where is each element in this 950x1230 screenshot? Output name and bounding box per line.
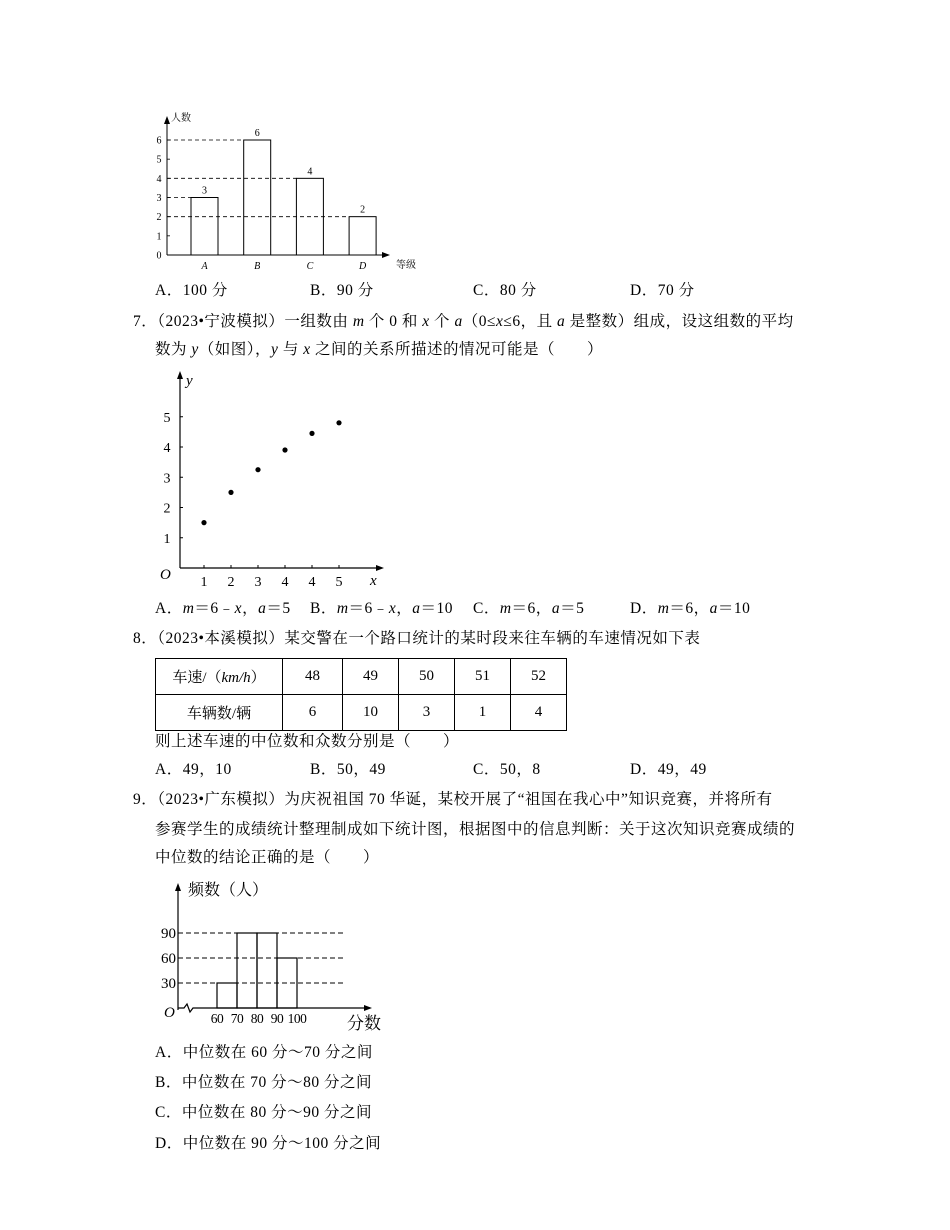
q9-option-b: B．中位数在 70 分～80 分之间 xyxy=(155,1074,372,1091)
bar-B xyxy=(244,140,271,255)
y-tick-label: 3 xyxy=(163,471,171,487)
q7-stem-line2 xyxy=(155,340,603,360)
q8-option-a: A．49，10 xyxy=(155,761,232,778)
table-cell: 3 xyxy=(399,695,455,731)
axis-arrow xyxy=(382,252,390,258)
x-tick-label: 90 xyxy=(270,1011,284,1026)
q7-option-b xyxy=(310,599,453,619)
q9-option-c: C．中位数在 80 分～90 分之间 xyxy=(155,1104,372,1121)
table-cell: 51 xyxy=(455,659,511,695)
table-cell: 48 xyxy=(283,659,343,695)
q7-text: 之间的关系所描述的情况可能是（ ） xyxy=(310,341,603,358)
y-tick-label: 2 xyxy=(163,501,171,517)
q9-stem-line2: 参赛学生的成绩统计整理制成如下统计图，根据图中的信息判断：关于这次知识竞赛成绩的 xyxy=(155,821,796,838)
bar-value-label: 3 xyxy=(202,185,207,197)
q7-variable: x xyxy=(422,313,430,330)
axis-arrow xyxy=(175,883,181,891)
option-variable: a xyxy=(709,600,718,617)
category-label: C xyxy=(306,261,314,272)
xy-scatter-chart xyxy=(150,365,390,590)
y-tick-label: 90 xyxy=(161,926,176,942)
x-tick-label: 1 xyxy=(200,575,208,590)
q7-text: 是整数）组成，设这组数的平均 xyxy=(565,313,794,330)
table-cell: 49 xyxy=(343,659,399,695)
option-text: ＝6﹣ xyxy=(194,600,235,617)
y-tick-label: 2 xyxy=(156,212,162,224)
y-tick-label: 6 xyxy=(156,135,162,147)
data-point xyxy=(336,420,341,425)
option-variable: x xyxy=(234,600,243,617)
q7-variable: a xyxy=(454,313,463,330)
x-tick-label: 2 xyxy=(227,575,235,590)
q7-stem-line1 xyxy=(133,312,794,332)
y-axis-label: 人数 xyxy=(171,113,191,124)
q7-text: ≤6，且 xyxy=(503,313,557,330)
y-tick-label: 1 xyxy=(156,231,162,243)
y-tick-label: 1 xyxy=(163,531,171,547)
header-text: ） xyxy=(250,670,266,686)
table-row xyxy=(156,695,567,731)
x-axis-label: 等级 xyxy=(396,260,416,271)
bar-A xyxy=(191,198,218,256)
q8-option-b: B．50，49 xyxy=(310,761,386,778)
q7-text: 与 xyxy=(278,341,304,358)
data-point xyxy=(255,467,260,472)
bar-value-label: 4 xyxy=(307,166,313,178)
category-label: D xyxy=(358,261,367,272)
x-axis-label: x xyxy=(370,573,377,589)
option-text: ＝6， xyxy=(669,600,710,617)
q7-option-a xyxy=(155,599,291,619)
table-cell: 6 xyxy=(283,695,343,731)
q7-text: 7．（2023•宁波模拟）一组数由 xyxy=(133,313,353,330)
option-text: ＝5 xyxy=(266,600,291,617)
q9-stem-line1: 9．（2023•广东模拟）为庆祝祖国 70 华诞，某校开展了“祖国在我心中”知识竞赛，并将所有 xyxy=(133,791,773,808)
option-text: ＝10 xyxy=(717,600,751,617)
option-variable: m xyxy=(182,600,195,617)
q8-stem: 8．（2023•本溪模拟）某交警在一个路口统计的某时段来往车辆的车速情况如下表 xyxy=(133,630,701,647)
q7-variable: x xyxy=(303,341,311,358)
q7-text: 个 xyxy=(429,313,455,330)
x-tick-label: 4 xyxy=(308,575,316,590)
option-text: ＝6， xyxy=(511,600,552,617)
q7-option-d xyxy=(630,599,750,619)
data-point xyxy=(309,431,314,436)
option-variable: a xyxy=(258,600,267,617)
option-text: C． xyxy=(473,600,500,617)
q8-option-c: C．50，8 xyxy=(473,761,541,778)
axis-arrow xyxy=(364,1005,372,1011)
count-header-cell: 车辆数/辆 xyxy=(156,695,283,731)
x-tick-label: 70 xyxy=(230,1011,244,1026)
bar-value-label: 2 xyxy=(360,204,366,216)
option-variable: a xyxy=(412,600,421,617)
x-tick-label: 80 xyxy=(250,1011,264,1026)
table-cell: 4 xyxy=(511,695,567,731)
x-tick-label: 3 xyxy=(254,575,262,590)
bar-D xyxy=(349,217,376,255)
score-histogram xyxy=(150,875,400,1035)
q9-option-d: D．中位数在 90 分～100 分之间 xyxy=(155,1135,382,1152)
histogram-bar xyxy=(257,933,277,1008)
y-tick-label: 0 xyxy=(156,250,162,262)
q7-variable: y xyxy=(191,341,199,358)
category-label: A xyxy=(201,261,208,272)
table-cell: 52 xyxy=(511,659,567,695)
x-axis-label: 分数 xyxy=(347,1014,381,1033)
x-tick-label: 5 xyxy=(335,575,343,590)
table-cell: 50 xyxy=(399,659,455,695)
q7-variable: x xyxy=(495,313,504,330)
option-text: B． xyxy=(310,600,337,617)
bar-value-label: 6 xyxy=(254,128,260,139)
histogram-bar xyxy=(217,983,237,1008)
y-tick-label: 5 xyxy=(163,410,171,426)
q7-variable: a xyxy=(556,313,566,330)
option-variable: m xyxy=(336,600,349,617)
y-tick-label: 5 xyxy=(156,154,162,166)
speed-header-cell xyxy=(156,659,283,695)
option-text: D． xyxy=(630,600,658,617)
grade-bar-chart xyxy=(140,110,420,275)
option-text: ， xyxy=(242,600,259,617)
header-text: 车速/（ xyxy=(172,670,222,686)
y-tick-label: 4 xyxy=(156,173,162,185)
y-tick-label: 3 xyxy=(156,193,162,204)
table-row xyxy=(156,659,567,695)
y-tick-label: 30 xyxy=(161,976,176,992)
option-text: ＝5 xyxy=(560,600,585,617)
axis-arrow xyxy=(164,116,170,124)
category-label: B xyxy=(254,261,261,272)
q7-text: （如图）， xyxy=(198,341,272,358)
data-point xyxy=(201,520,206,525)
option-variable: x xyxy=(388,600,397,617)
q9-stem-line3: 中位数的结论正确的是（ ） xyxy=(155,849,380,866)
data-point xyxy=(228,490,233,495)
option-text: ＝6﹣ xyxy=(348,600,389,617)
data-point xyxy=(282,447,287,452)
y-axis-label: y xyxy=(186,373,193,389)
q7-variable: m xyxy=(352,313,365,330)
option-variable: m xyxy=(499,600,512,617)
x-tick-label: 100 xyxy=(287,1011,307,1026)
option-variable: a xyxy=(551,600,561,617)
option-text: A． xyxy=(155,600,183,617)
q7-option-c xyxy=(473,599,584,619)
y-axis-label: 频数（人） xyxy=(188,882,269,899)
speed-table xyxy=(155,658,567,731)
y-tick-label: 60 xyxy=(161,951,176,967)
q8-option-d: D．49，49 xyxy=(630,761,707,778)
x-tick-label: 60 xyxy=(210,1011,224,1026)
origin-label: O xyxy=(160,567,171,583)
q7-text: 数为 xyxy=(155,341,192,358)
option-variable: m xyxy=(657,600,670,617)
origin-label: O xyxy=(164,1005,175,1021)
table-cell: 1 xyxy=(455,695,511,731)
q6-option-b: B．90 分 xyxy=(310,282,374,299)
q8-question: 则上述车速的中位数和众数分别是（ ） xyxy=(155,733,460,750)
q7-variable: y xyxy=(271,341,279,358)
q6-option-a: A．100 分 xyxy=(155,282,228,299)
axis-arrow xyxy=(376,565,384,571)
x-tick-label: 4 xyxy=(281,575,289,590)
table-cell: 10 xyxy=(343,695,399,731)
option-text: ， xyxy=(396,600,413,617)
q6-option-d: D．70 分 xyxy=(630,282,695,299)
unit-text: km/h xyxy=(221,670,251,686)
option-text: ＝10 xyxy=(420,600,453,617)
histogram-bar xyxy=(237,933,257,1008)
q9-option-a: A．中位数在 60 分～70 分之间 xyxy=(155,1044,373,1061)
y-tick-label: 4 xyxy=(163,441,171,456)
q7-text: 个 0 和 xyxy=(364,313,423,330)
axis-arrow xyxy=(177,371,183,379)
q6-option-c: C．80 分 xyxy=(473,282,537,299)
q7-text: （0≤ xyxy=(462,313,496,330)
